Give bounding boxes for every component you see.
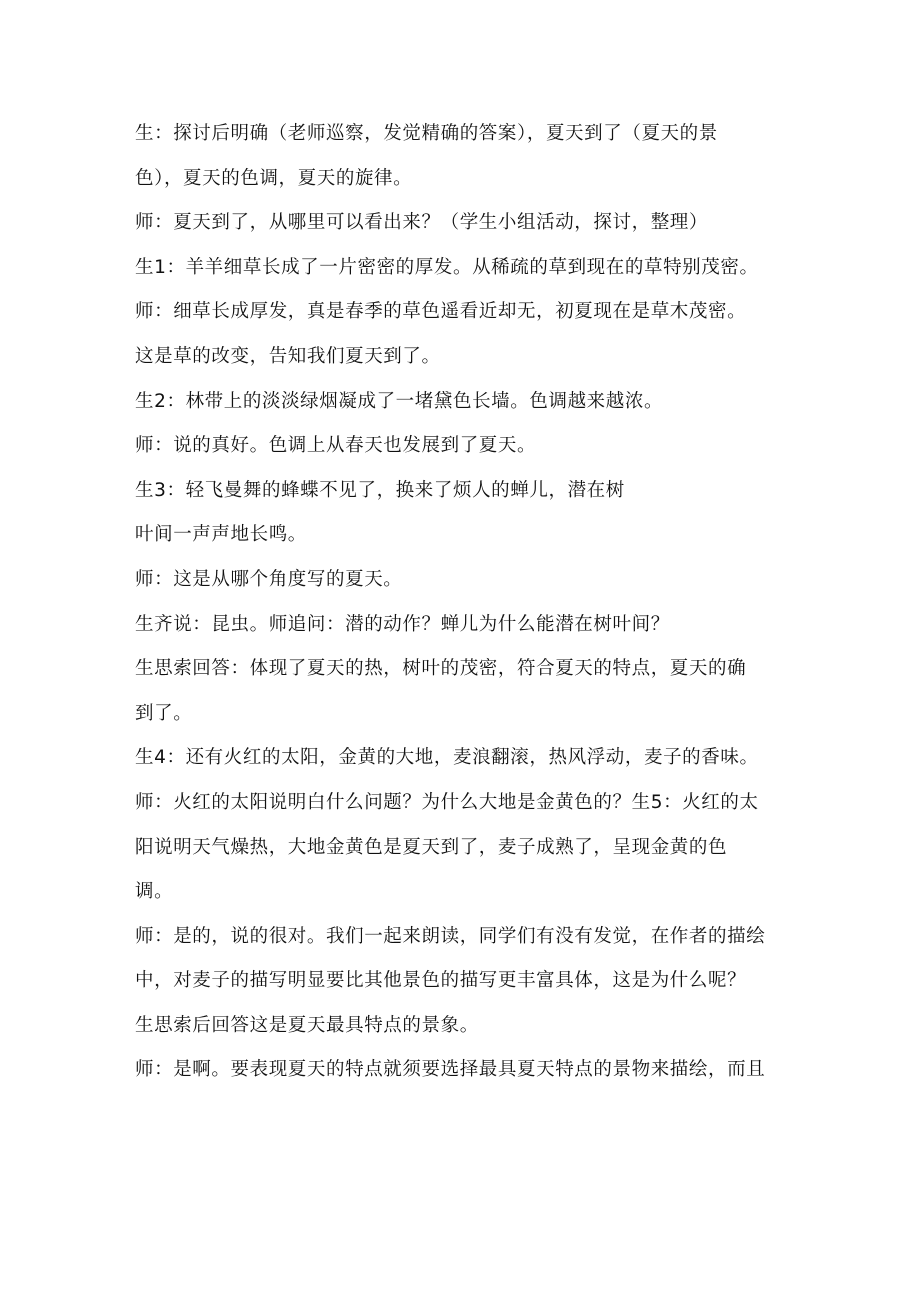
text-line: 调。 xyxy=(135,881,174,903)
text-line: 色），夏天的色调，夏天的旋律。 xyxy=(135,167,413,189)
lesson-transcript xyxy=(135,112,795,1093)
text-line: 生齐说：昆虫。师追问：潜的动作？蝉儿为什么能潜在树叶间？ xyxy=(135,613,670,635)
text-line: 生思索后回答这是夏天最具特点的景象。 xyxy=(135,1014,479,1036)
text-line: 师：火红的太阳说明白什么问题？为什么大地是金黄色的？生5：火红的太 xyxy=(135,791,759,813)
text-line: 生3：轻飞曼舞的蜂蝶不见了，换来了烦人的蝉儿，潜在树 xyxy=(135,479,625,501)
text-line: 师：是啊。要表现夏天的特点就须要选择最具夏天特点的景物来描绘，而且 xyxy=(135,1059,766,1081)
text-line: 生4：还有火红的太阳，金黄的大地，麦浪翻滚，热风浮动，麦子的香味。 xyxy=(135,747,759,769)
text-line: 生1：羊羊细草长成了一片密密的厚发。从稀疏的草到现在的草特别茂密。 xyxy=(135,256,759,278)
text-line: 叶间一声声地长鸣。 xyxy=(135,524,307,546)
text-line: 阳说明天气燥热，大地金黄色是夏天到了，麦子成熟了，呈现金黄的色 xyxy=(135,836,728,858)
text-line: 生：探讨后明确（老师巡察，发觉精确的答案），夏天到了（夏天的景 xyxy=(135,123,718,144)
text-line: 这是草的改变，告知我们夏天到了。 xyxy=(135,345,441,367)
text-line: 师：这是从哪个角度写的夏天。 xyxy=(135,568,403,590)
text-line: 到了。 xyxy=(135,702,193,724)
text-line: 师：细草长成厚发，真是春季的草色遥看近却无，初夏现在是草木茂密。 xyxy=(135,301,747,323)
text-line: 师：是的，说的很对。我们一起来朗读，同学们有没有发觉，在作者的描绘 xyxy=(135,925,766,947)
text-line: 师：夏天到了，从哪里可以看出来？（学生小组活动，探讨，整理） xyxy=(135,212,709,234)
text-line: 生思索回答：体现了夏天的热，树叶的茂密，符合夏天的特点，夏天的确 xyxy=(135,658,747,680)
text-line: 生2：林带上的淡淡绿烟凝成了一堵黛色长墙。色调越来越浓。 xyxy=(135,390,664,412)
text-line: 中，对麦子的描写明显要比其他景色的描写更丰富具体，这是为什么呢？ xyxy=(135,970,747,992)
text-line: 师：说的真好。色调上从春天也发展到了夏天。 xyxy=(135,435,537,457)
